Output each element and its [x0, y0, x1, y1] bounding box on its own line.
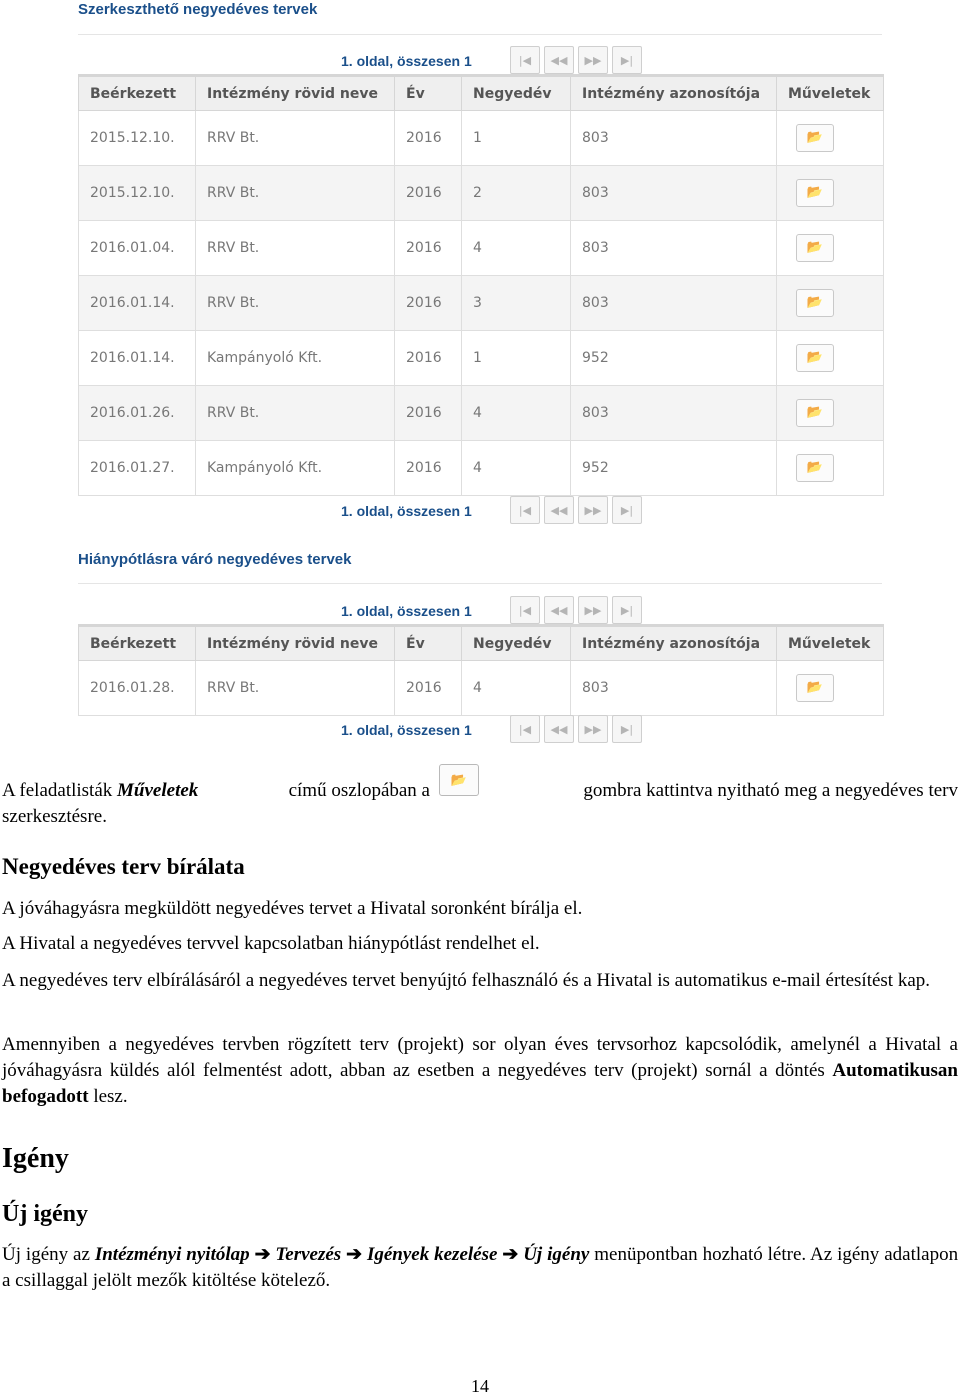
cell-received: 2016.01.04.	[79, 221, 196, 276]
heading-review: Negyedéves terv bírálata	[2, 854, 245, 879]
grid1-title: Szerkeszthető negyedéves tervek	[78, 1, 318, 18]
cell-quarter: 1	[462, 111, 571, 166]
first-page-icon[interactable]: |◀	[510, 596, 540, 624]
open-folder-icon[interactable]: 📂	[796, 344, 834, 372]
text: Új igény az	[2, 1244, 95, 1265]
cell-institution-id: 803	[571, 276, 777, 331]
cell-institution-id: 803	[571, 111, 777, 166]
table-header-row	[79, 76, 884, 111]
open-folder-icon[interactable]: 📂	[796, 399, 834, 427]
cell-actions	[777, 111, 884, 166]
grid2-top-pager	[78, 596, 882, 626]
prev-page-icon[interactable]: ◀◀	[544, 496, 574, 524]
next-page-icon[interactable]: ▶▶	[578, 715, 608, 743]
cell-actions	[777, 661, 884, 716]
open-folder-icon[interactable]: 📂	[796, 179, 834, 207]
cell-actions	[777, 221, 884, 276]
text: Amennyiben a negyedéves tervben rögzített terv (projekt) sor olyan éves tervsorhoz kapcsolódik, amelynél a Hivatal a jóváhagyásra küldés alól felmentést adott, abban az esetben a negyedéves terv (projekt) sornál a döntés	[2, 1034, 958, 1081]
menu-path-item: Új igény	[523, 1244, 590, 1265]
table-row	[79, 276, 884, 331]
table-row	[79, 166, 884, 221]
grid2-table	[78, 624, 884, 716]
cell-institution-id: 803	[571, 661, 777, 716]
arrow-right-icon: ➔	[346, 1244, 363, 1265]
cell-quarter: 4	[462, 386, 571, 441]
heading-igeny: Igény	[2, 1143, 69, 1174]
cell-institution: RRV Bt.	[196, 221, 395, 276]
menu-path-item: Intézményi nyitólap	[94, 1244, 250, 1265]
prev-page-icon[interactable]: ◀◀	[544, 596, 574, 624]
column-header-institution[interactable]: Intézmény rövid neve	[196, 626, 395, 661]
cell-year: 2016	[395, 661, 462, 716]
text: szerkesztésre.	[2, 806, 107, 827]
cell-institution-id: 952	[571, 441, 777, 496]
menu-path-item: Tervezés	[275, 1244, 342, 1265]
cell-received: 2016.01.27.	[79, 441, 196, 496]
table-row	[79, 221, 884, 276]
table-row	[79, 441, 884, 496]
last-page-icon[interactable]: ▶|	[612, 46, 642, 74]
cell-quarter: 1	[462, 331, 571, 386]
text: A feladatlisták Műveletek	[2, 780, 199, 801]
pager-text: 1. oldal, összesen 1	[341, 603, 472, 619]
next-page-icon[interactable]: ▶▶	[578, 46, 608, 74]
text: című oszlopában a	[288, 780, 430, 801]
cell-quarter: 4	[462, 221, 571, 276]
cell-year: 2016	[395, 386, 462, 441]
open-folder-icon[interactable]: 📂	[796, 454, 834, 482]
table-row	[79, 661, 884, 716]
grid1-top-pager	[78, 46, 882, 76]
emphasis: Automatikusan befogadott	[2, 1060, 958, 1107]
column-header-quarter[interactable]: Negyedév	[462, 626, 571, 661]
cell-year: 2016	[395, 276, 462, 331]
cell-received: 2015.12.10.	[79, 111, 196, 166]
open-folder-icon[interactable]: 📂	[796, 289, 834, 317]
column-header-actions: Műveletek	[777, 76, 884, 111]
first-page-icon[interactable]: |◀	[510, 46, 540, 74]
paragraph: A jóváhagyásra megküldött negyedéves tervet a Hivatal soronként bírálja el.	[2, 898, 583, 919]
cell-year: 2016	[395, 166, 462, 221]
pager-text: 1. oldal, összesen 1	[341, 503, 472, 519]
column-header-year[interactable]: Év	[395, 76, 462, 111]
paragraph-new-request	[2, 1242, 958, 1294]
paragraph-actions-intro	[2, 778, 958, 830]
next-page-icon[interactable]: ▶▶	[578, 596, 608, 624]
cell-year: 2016	[395, 441, 462, 496]
last-page-icon[interactable]: ▶|	[612, 496, 642, 524]
cell-actions	[777, 441, 884, 496]
column-header-actions: Műveletek	[777, 626, 884, 661]
cell-institution-id: 952	[571, 331, 777, 386]
cell-received: 2016.01.14.	[79, 331, 196, 386]
cell-institution: Kampányoló Kft.	[196, 331, 395, 386]
last-page-icon[interactable]: ▶|	[612, 715, 642, 743]
grid2-title: Hiánypótlásra váró negyedéves tervek	[78, 551, 352, 568]
paragraph: A negyedéves terv elbírálásáról a negyedéves tervet benyújtó felhasználó és a Hivatal is automatikus e-mail értesítést kap.	[2, 970, 931, 991]
cell-year: 2016	[395, 221, 462, 276]
column-header-year[interactable]: Év	[395, 626, 462, 661]
cell-actions	[777, 166, 884, 221]
menu-path-item: Igények kezelése	[366, 1244, 498, 1265]
prev-page-icon[interactable]: ◀◀	[544, 46, 574, 74]
pager-text: 1. oldal, összesen 1	[341, 722, 472, 738]
heading-new-request: Új igény	[2, 1201, 88, 1227]
prev-page-icon[interactable]: ◀◀	[544, 715, 574, 743]
page-number: 14	[471, 1376, 489, 1396]
table-row	[79, 331, 884, 386]
next-page-icon[interactable]: ▶▶	[578, 496, 608, 524]
cell-quarter: 4	[462, 661, 571, 716]
cell-institution-id: 803	[571, 166, 777, 221]
emphasis: Műveletek	[117, 780, 199, 801]
pager-text: 1. oldal, összesen 1	[341, 53, 472, 69]
table-header-row	[79, 626, 884, 661]
cell-year: 2016	[395, 111, 462, 166]
open-folder-icon: 📂	[439, 764, 479, 796]
text: menüpontban hozható létre. Az igény adatlapon a csillaggal jelölt mezők kitöltése kötelező.	[2, 1244, 959, 1291]
cell-institution: RRV Bt.	[196, 661, 395, 716]
cell-actions	[777, 331, 884, 386]
divider	[78, 34, 882, 35]
column-header-institution[interactable]: Intézmény rövid neve	[196, 76, 395, 111]
arrow-right-icon: ➔	[502, 1244, 519, 1265]
column-header-quarter[interactable]: Negyedév	[462, 76, 571, 111]
text: lesz.	[88, 1086, 128, 1107]
grid1-bottom-pager	[78, 496, 882, 526]
cell-quarter: 4	[462, 441, 571, 496]
paragraph: A Hivatal a negyedéves tervvel kapcsolatban hiánypótlást rendelhet el.	[2, 933, 540, 954]
open-folder-icon[interactable]: 📂	[796, 234, 834, 262]
divider	[78, 583, 882, 584]
column-header-received[interactable]: Beérkezett	[79, 76, 196, 111]
paragraph-auto-accepted	[2, 1032, 958, 1110]
open-folder-icon[interactable]: 📂	[796, 674, 834, 702]
cell-actions	[777, 276, 884, 331]
cell-institution: RRV Bt.	[196, 276, 395, 331]
first-page-icon[interactable]: |◀	[510, 715, 540, 743]
cell-received: 2016.01.14.	[79, 276, 196, 331]
table-row	[79, 386, 884, 441]
cell-received: 2015.12.10.	[79, 166, 196, 221]
grid2-bottom-pager	[78, 715, 882, 745]
cell-institution: Kampányoló Kft.	[196, 441, 395, 496]
open-folder-icon[interactable]: 📂	[796, 124, 834, 152]
cell-year: 2016	[395, 331, 462, 386]
cell-quarter: 2	[462, 166, 571, 221]
arrow-right-icon: ➔	[254, 1244, 271, 1265]
cell-institution: RRV Bt.	[196, 111, 395, 166]
text: gombra kattintva nyitható meg a negyedéves terv	[583, 780, 958, 801]
cell-institution: RRV Bt.	[196, 166, 395, 221]
column-header-institution-id[interactable]: Intézmény azonosítója	[571, 76, 777, 111]
column-header-received[interactable]: Beérkezett	[79, 626, 196, 661]
cell-institution-id: 803	[571, 386, 777, 441]
last-page-icon[interactable]: ▶|	[612, 596, 642, 624]
cell-quarter: 3	[462, 276, 571, 331]
cell-received: 2016.01.28.	[79, 661, 196, 716]
table-row	[79, 111, 884, 166]
grid1-table	[78, 74, 884, 496]
cell-institution-id: 803	[571, 221, 777, 276]
cell-received: 2016.01.26.	[79, 386, 196, 441]
cell-institution: RRV Bt.	[196, 386, 395, 441]
cell-actions	[777, 386, 884, 441]
column-header-institution-id[interactable]: Intézmény azonosítója	[571, 626, 777, 661]
first-page-icon[interactable]: |◀	[510, 496, 540, 524]
